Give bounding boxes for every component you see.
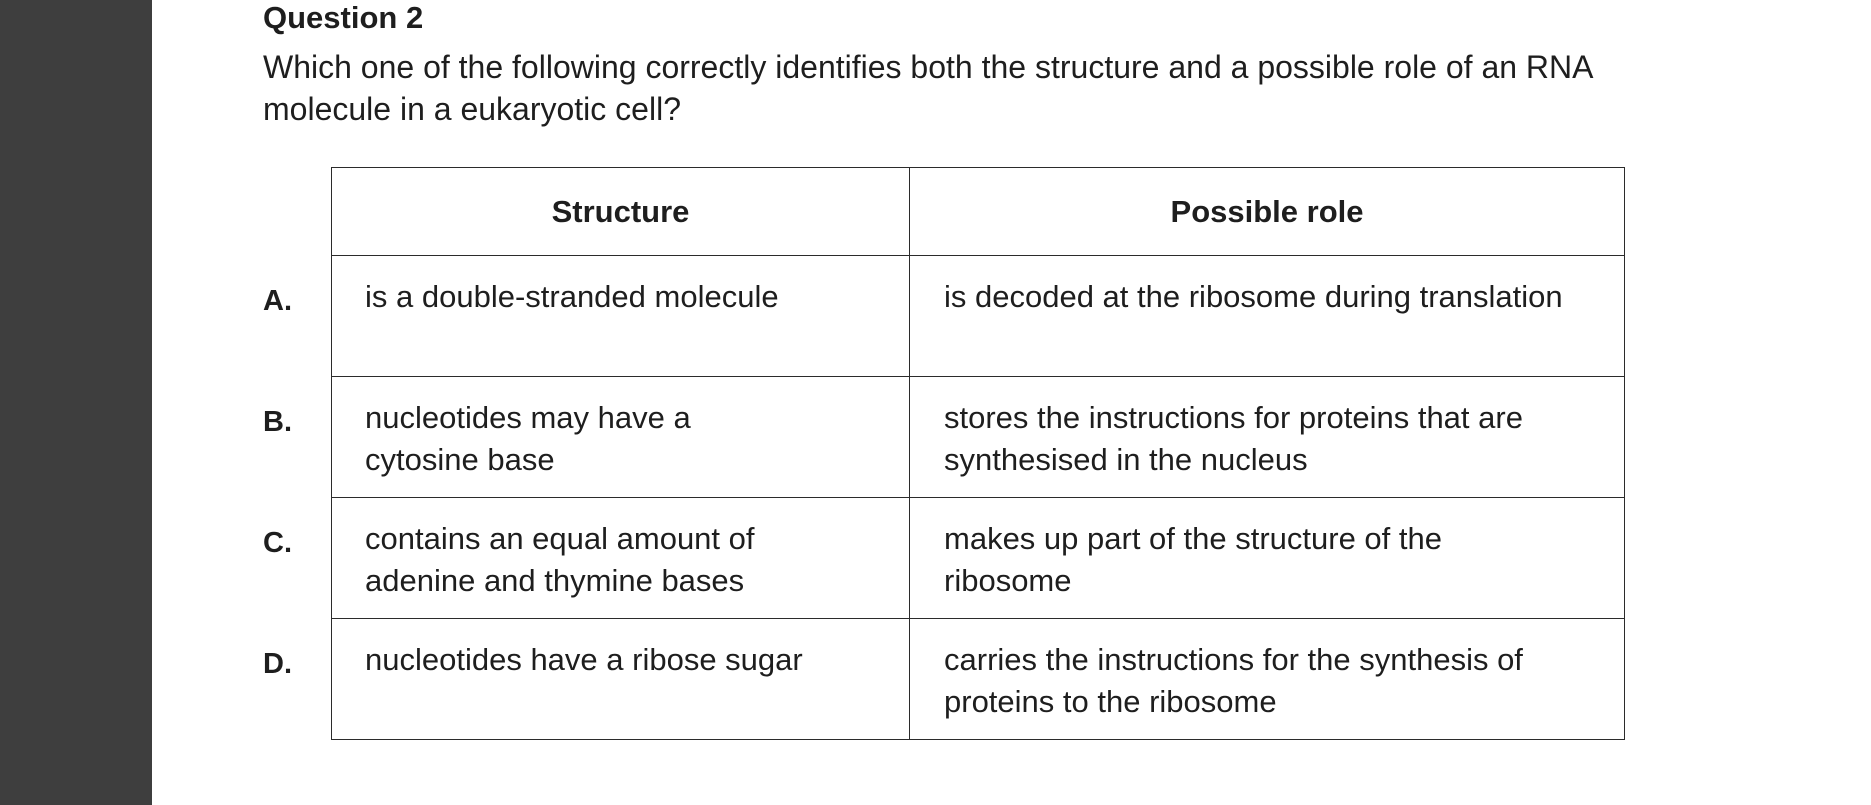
structure-text: nucleotides have a ribose sugar xyxy=(365,642,803,677)
structure-cell xyxy=(332,256,910,377)
role-text: carries the instructions for the synthesis of proteins to the ribosome xyxy=(944,642,1523,719)
answer-options-table xyxy=(331,167,1625,740)
header-possible-role: Possible role xyxy=(910,168,1625,256)
table-row-option-d[interactable] xyxy=(332,619,1625,740)
role-text: makes up part of the structure of the ribosome xyxy=(944,521,1442,598)
header-structure: Structure xyxy=(332,168,910,256)
structure-text: contains an equal amount of adenine and thymine bases xyxy=(365,521,755,598)
role-cell xyxy=(910,498,1625,619)
structure-cell xyxy=(332,619,910,740)
structure-cell xyxy=(332,377,910,498)
table-row-option-b[interactable] xyxy=(332,377,1625,498)
role-cell xyxy=(910,377,1625,498)
question-heading: Question 2 xyxy=(263,0,424,35)
left-sidebar-bar xyxy=(0,0,152,805)
role-text: stores the instructions for proteins that are synthesised in the nucleus xyxy=(944,400,1523,477)
option-letter-d[interactable]: D. xyxy=(263,648,292,680)
structure-cell xyxy=(332,498,910,619)
role-cell xyxy=(910,619,1625,740)
role-text: is decoded at the ribosome during translation xyxy=(944,279,1563,314)
option-letter-c[interactable]: C. xyxy=(263,527,292,559)
table-row-option-a[interactable] xyxy=(332,256,1625,377)
option-letter-b[interactable]: B. xyxy=(263,406,292,438)
structure-text: is a double-stranded molecule xyxy=(365,279,779,314)
role-cell xyxy=(910,256,1625,377)
question-text: Which one of the following correctly identifies both the structure and a possible role of an RNA molecule in a eukaryotic cell? xyxy=(263,49,1592,127)
structure-text: nucleotides may have a cytosine base xyxy=(365,400,691,477)
option-letter-a[interactable]: A. xyxy=(263,285,292,317)
table-header-row xyxy=(332,168,1625,256)
table-row-option-c[interactable] xyxy=(332,498,1625,619)
